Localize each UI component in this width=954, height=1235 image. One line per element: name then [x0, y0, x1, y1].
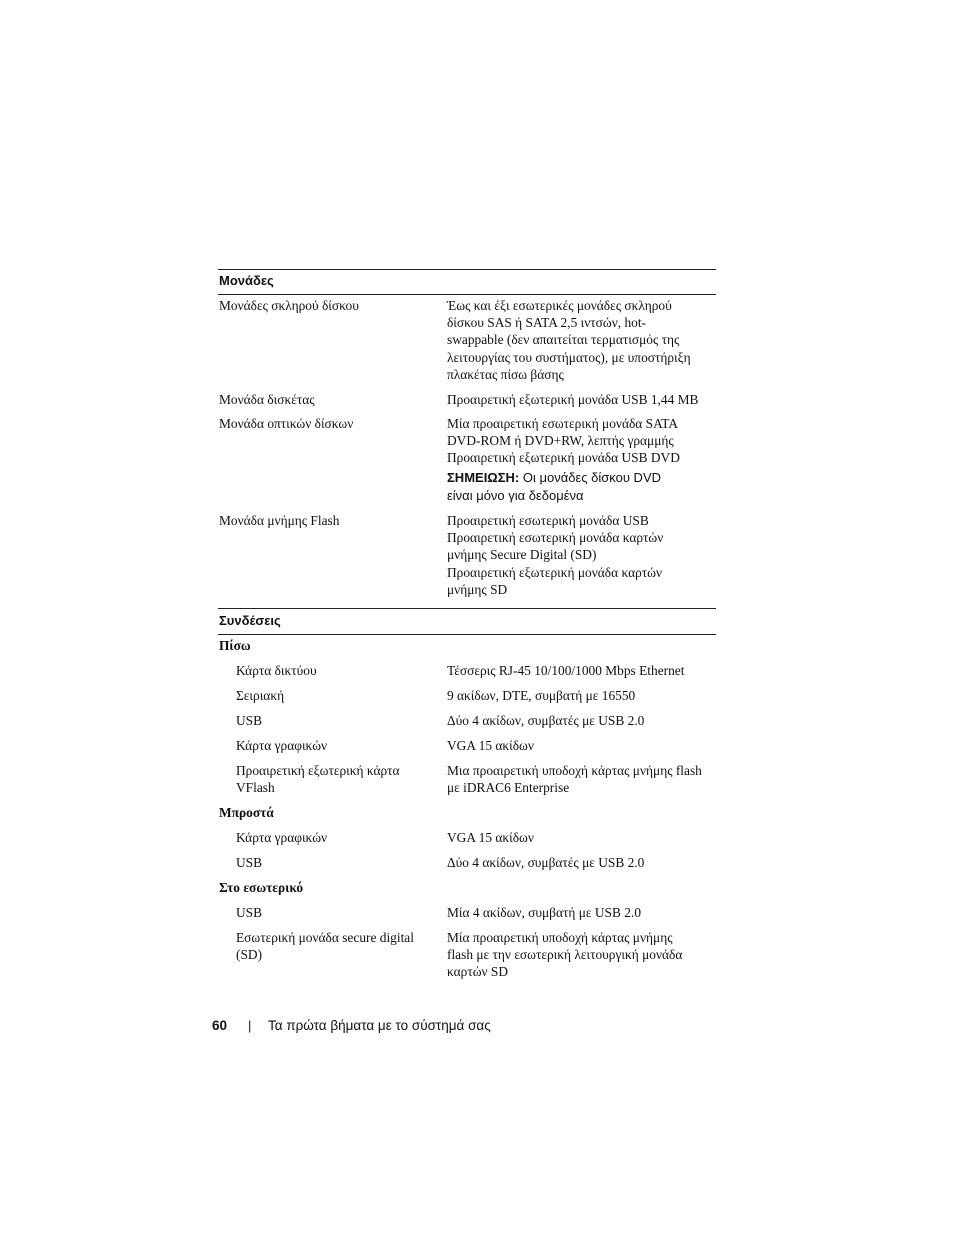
section-rule-bottom-connectors [218, 634, 716, 635]
value-line: DVD-ROM ή DVD+RW, λεπτής γραμμής [447, 433, 674, 449]
row-label-usb-internal [236, 904, 434, 921]
row-value-usb-internal [447, 904, 719, 921]
row-value-video-front [447, 829, 719, 846]
note-text: είναι μόνο για δεδομένα [447, 487, 584, 503]
value-line: καρτών SD [447, 964, 509, 980]
value-line: λειτουργίας του συστήματος), με υποστήριξη [447, 349, 691, 365]
label-line: Προαιρετική εξωτερική κάρτα [236, 763, 400, 778]
row-label-serial [236, 687, 434, 704]
row-label-usb-front [236, 854, 434, 871]
section-rule-top-connectors [218, 608, 716, 609]
value-line: Μία 4 ακίδων, συμβατή με USB 2.0 [447, 905, 642, 920]
row-label-floppy-drive: Μονάδα δισκέτας [219, 392, 315, 407]
value-line: Δύο 4 ακίδων, συμβατές με USB 2.0 [447, 713, 645, 728]
value-line: Μία προαιρετική υποδοχή κάρτας μνήμης [447, 930, 673, 945]
value-line: Προαιρετική εσωτερική μονάδα καρτών [447, 530, 664, 546]
row-label-vflash [236, 762, 434, 796]
row-value-optical-drive [447, 415, 719, 467]
row-label-hard-drives: Μονάδες σκληρού δίσκου [219, 298, 359, 313]
page-number: 60 [212, 1018, 228, 1033]
row-value-video-back [447, 737, 719, 754]
label-line: USB [236, 905, 263, 920]
value-line: VGA 15 ακίδων [447, 830, 534, 845]
value-line: δίσκου SAS ή SATA 2,5 ιντσών, hot- [447, 315, 647, 331]
section-rule-bottom-drives [218, 294, 716, 295]
label-line: USB [236, 713, 263, 728]
value-line: Μια προαιρετική υποδοχή κάρτας μνήμης flash [447, 763, 702, 778]
value-line: μνήμης Secure Digital (SD) [447, 547, 597, 563]
subheading-back: Πίσω [219, 638, 251, 653]
label-line: VFlash [236, 780, 275, 796]
label-line: (SD) [236, 947, 263, 963]
row-value-floppy-drive [447, 391, 719, 408]
row-value-usb-back [447, 712, 719, 729]
label-line: USB [236, 855, 263, 870]
row-label-video-front [236, 829, 434, 846]
subheading-front: Μπροστά [219, 805, 274, 820]
value-line: flash με την εσωτερική λειτουργική μονάδα [447, 947, 683, 963]
subheading-internal: Στο εσωτερικό [219, 880, 304, 895]
row-label-flash-memory: Μονάδα μνήμης Flash [219, 513, 340, 528]
note-optical-drive [447, 469, 719, 504]
section-title-drives: Μονάδες [219, 273, 274, 288]
note-label: ΣΗΜΕΙΩΣΗ: [447, 470, 520, 485]
note-text: Οι μονάδες δίσκου DVD [519, 470, 662, 485]
value-line: πλακέτας πίσω βάσης [447, 366, 564, 382]
row-label-usb-back [236, 712, 434, 729]
label-line: Κάρτα γραφικών [236, 830, 328, 845]
value-line: μνήμης SD [447, 581, 508, 597]
value-line: Προαιρετική εσωτερική μονάδα USB [447, 513, 649, 528]
value-line: Μία προαιρετική εσωτερική μονάδα SATA [447, 416, 679, 431]
row-value-hard-drives [447, 297, 719, 383]
value-line: 9 ακίδων, DTE, συμβατή με 16550 [447, 688, 636, 703]
value-line: Τέσσερις RJ-45 10/100/1000 Mbps Ethernet [447, 663, 685, 678]
value-line: Προαιρετική εξωτερική μονάδα USB 1,44 MB [447, 392, 699, 407]
row-value-serial [447, 687, 719, 704]
footer-title: Τα πρώτα βήματα με το σύστημά σας [268, 1018, 491, 1033]
value-line: Δύο 4 ακίδων, συμβατές με USB 2.0 [447, 855, 645, 870]
value-line: Προαιρετική εξωτερική μονάδα καρτών [447, 564, 663, 580]
row-label-video-back [236, 737, 434, 754]
row-label-nic [236, 662, 434, 679]
value-line: swappable (δεν απαιτείται τερματισμός της [447, 332, 680, 348]
row-label-internal-sd [236, 929, 434, 963]
label-line: Σειριακή [236, 688, 285, 703]
row-value-nic [447, 662, 719, 679]
footer-separator: | [248, 1018, 252, 1033]
section-rule-top-drives [218, 269, 716, 270]
value-line: Έως και έξι εσωτερικές μονάδες σκληρού [447, 298, 672, 313]
section-title-connectors: Συνδέσεις [219, 613, 281, 628]
label-line: Εσωτερική μονάδα secure digital [236, 930, 414, 945]
label-line: Κάρτα δικτύου [236, 663, 317, 678]
row-label-optical-drive: Μονάδα οπτικών δίσκων [219, 416, 354, 431]
value-line: με iDRAC6 Enterprise [447, 780, 570, 796]
row-value-usb-front [447, 854, 719, 871]
value-line: Προαιρετική εξωτερική μονάδα USB DVD [447, 450, 680, 466]
value-line: VGA 15 ακίδων [447, 738, 534, 753]
label-line: Κάρτα γραφικών [236, 738, 328, 753]
row-value-internal-sd [447, 929, 719, 981]
row-value-vflash [447, 762, 719, 796]
row-value-flash-memory [447, 512, 719, 598]
